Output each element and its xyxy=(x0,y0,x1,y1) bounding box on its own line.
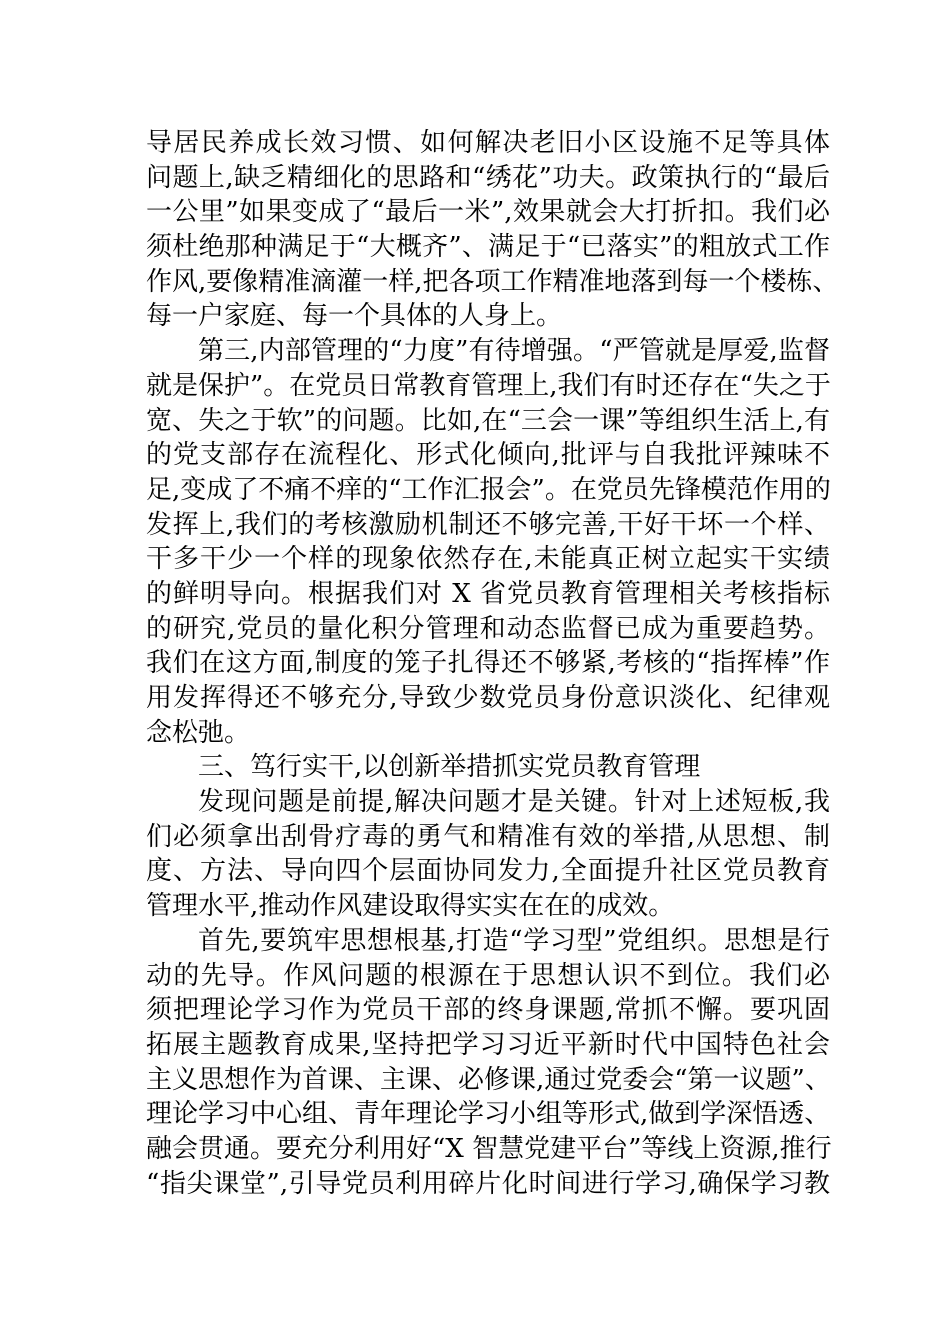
text-line: 用发挥得还不够充分,导致少数党员身份意识淡化、纪律观 xyxy=(146,683,830,713)
text-line: 干多干少一个样的现象依然存在,未能真正树立起实干实绩 xyxy=(146,544,830,575)
text-line: 须杜绝那种满足于“大概齐”、满足于“已落实”的粗放式工作 xyxy=(146,232,830,263)
text-line: 导居民养成长效习惯、如何解决老旧小区设施不足等具体 xyxy=(146,128,830,158)
text-line: 足,变成了不痛不痒的“工作汇报会”。在党员先锋模范作用的 xyxy=(146,474,831,505)
text-line: 作风,要像精准滴灌一样,把各项工作精准地落到每一个楼栋、 xyxy=(146,266,839,297)
text-line: 问题上,缺乏精细化的思路和“绣花”功夫。政策执行的“最后 xyxy=(146,162,830,193)
text-line: 发挥上,我们的考核激励机制还不够完善,干好干坏一个样、 xyxy=(146,509,830,540)
text-line: 的鲜明导向。根据我们对 X 省党员教育管理相关考核指标 xyxy=(146,578,830,609)
text-line: 每一户家庭、每一个具体的人身上。 xyxy=(146,301,563,332)
text-line: 宽、失之于软”的问题。比如,在“三会一课”等组织生活上,有 xyxy=(146,405,830,436)
text-line: 的党支部存在流程化、形式化倾向,批评与自我批评辣味不 xyxy=(146,440,830,471)
text-line: 我们在这方面,制度的笼子扎得还不够紧,考核的“指挥棒”作 xyxy=(146,648,830,679)
text-line: 须把理论学习作为党员干部的终身课题,常抓不懈。要巩固 xyxy=(146,995,830,1026)
text-line: 的研究,党员的量化积分管理和动态监督已成为重要趋势。 xyxy=(146,613,830,644)
text-line: 动的先导。作风问题的根源在于思想认识不到位。我们必 xyxy=(146,960,830,991)
text-line: 拓展主题教育成果,坚持把学习习近平新时代中国特色社会 xyxy=(146,1029,830,1060)
body-text xyxy=(146,126,839,1201)
text-line: 理论学习中心组、青年理论学习小组等形式,做到学深悟透、 xyxy=(146,1099,831,1130)
text-line: 就是保护”。在党员日常教育管理上,我们有时还存在“失之于 xyxy=(146,370,831,401)
text-line: 主义思想作为首课、主课、必修课,通过党委会“第一议题”、 xyxy=(146,1064,831,1095)
text-line: 一公里”如果变成了“最后一米”,效果就会大打折扣。我们必 xyxy=(146,197,830,228)
paragraph-start-line: 第三,内部管理的“力度”有待增强。“严管就是厚爱,监督 xyxy=(198,336,830,367)
text-line: 管理水平,推动作风建设取得实实在在的成效。 xyxy=(146,891,675,922)
text-line: 们必须拿出刮骨疗毒的勇气和精准有效的举措,从思想、制 xyxy=(146,821,830,852)
section-heading: 三、笃行实干,以创新举措抓实党员教育管理 xyxy=(198,752,701,783)
text-line: 念松弛。 xyxy=(146,717,251,748)
text-line: 度、方法、导向四个层面协同发力,全面提升社区党员教育 xyxy=(146,856,830,887)
paragraph-start-line: 首先,要筑牢思想根基,打造“学习型”党组织。思想是行 xyxy=(198,925,830,956)
text-line: “指尖课堂”,引导党员利用碎片化时间进行学习,确保学习教 xyxy=(146,1168,830,1199)
paragraph-start-line: 发现问题是前提,解决问题才是关键。针对上述短板,我 xyxy=(198,787,830,818)
text-line: 融会贯通。要充分利用好“X 智慧党建平台”等线上资源,推行 xyxy=(146,1133,832,1164)
